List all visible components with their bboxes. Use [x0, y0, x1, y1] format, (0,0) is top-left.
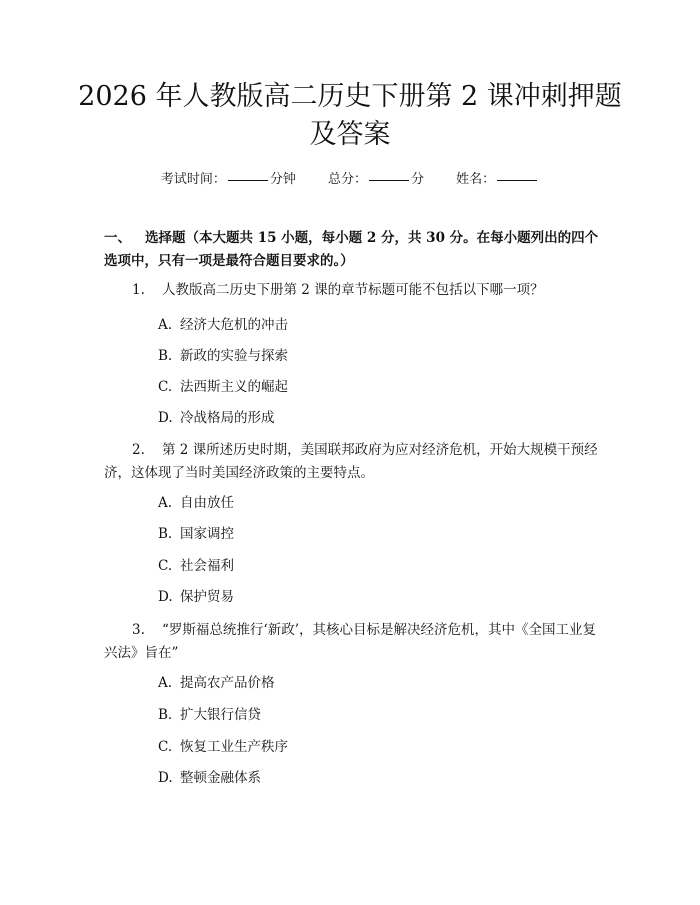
option-1c: C. 法西斯主义的崛起: [158, 379, 288, 395]
option-3a: A. 提高农产品价格: [158, 675, 275, 691]
option-2d: D. 保护贸易: [158, 589, 234, 605]
page-title: [60, 78, 640, 154]
time-blank: [228, 180, 268, 181]
option-2b: B. 国家调控: [158, 526, 234, 542]
question-text: 人教版高二历史下册第 2 课的章节标题可能不包括以下哪一项？: [162, 282, 544, 298]
option-1a: A. 经济大危机的冲击: [158, 317, 288, 333]
section-number: 一、: [104, 230, 131, 246]
section-heading: [104, 227, 604, 273]
exam-name: 姓名：: [456, 168, 539, 187]
option-3c: C. 恢复工业生产秩序: [158, 739, 288, 755]
score-blank: [369, 180, 409, 181]
title-line-2: 及答案: [309, 119, 391, 150]
option-1b: B. 新政的实验与探索: [158, 348, 288, 364]
question-2: 2. 第 2 课所述历史时期，美国联邦政府为应对经济危机，开始大规模干预经济，这体现了当时美国经济政策的主要特点。: [104, 442, 598, 481]
option-3d: D. 整顿金融体系: [158, 770, 261, 786]
section-text: 选择题（本大题共 15 小题，每小题 2 分，共 30 分。在每小题列出的四个选项中，只有一项是最符合题目要求的。）: [104, 230, 599, 269]
name-blank: [497, 180, 537, 181]
question-3: 3. “罗斯福总统推行‘新政’，其核心目标是解决经济危机，其中《全国工业复兴法》旨在”: [104, 622, 596, 661]
exam-meta: [0, 168, 700, 187]
option-2a: A. 自由放任: [158, 495, 234, 511]
title-line-1: 2026 年人教版高二历史下册第 2 课冲刺押题: [78, 81, 622, 112]
exam-time: 考试时间： 分钟: [160, 172, 296, 187]
question-text: “罗斯福总统推行‘新政’，其核心目标是解决经济危机，其中《全国工业复兴法》旨在”: [104, 622, 596, 661]
option-3b: B. 扩大银行信贷: [158, 707, 261, 723]
option-1d: D. 冷战格局的形成: [158, 410, 275, 426]
option-2c: C. 社会福利: [158, 558, 234, 574]
question-text: 第 2 课所述历史时期，美国联邦政府为应对经济危机，开始大规模干预经济，这体现了当时美国经济政策的主要特点。: [104, 442, 598, 481]
question-1: 1. 人教版高二历史下册第 2 课的章节标题可能不包括以下哪一项？: [132, 282, 544, 298]
exam-score: 总分： 分: [327, 172, 425, 187]
